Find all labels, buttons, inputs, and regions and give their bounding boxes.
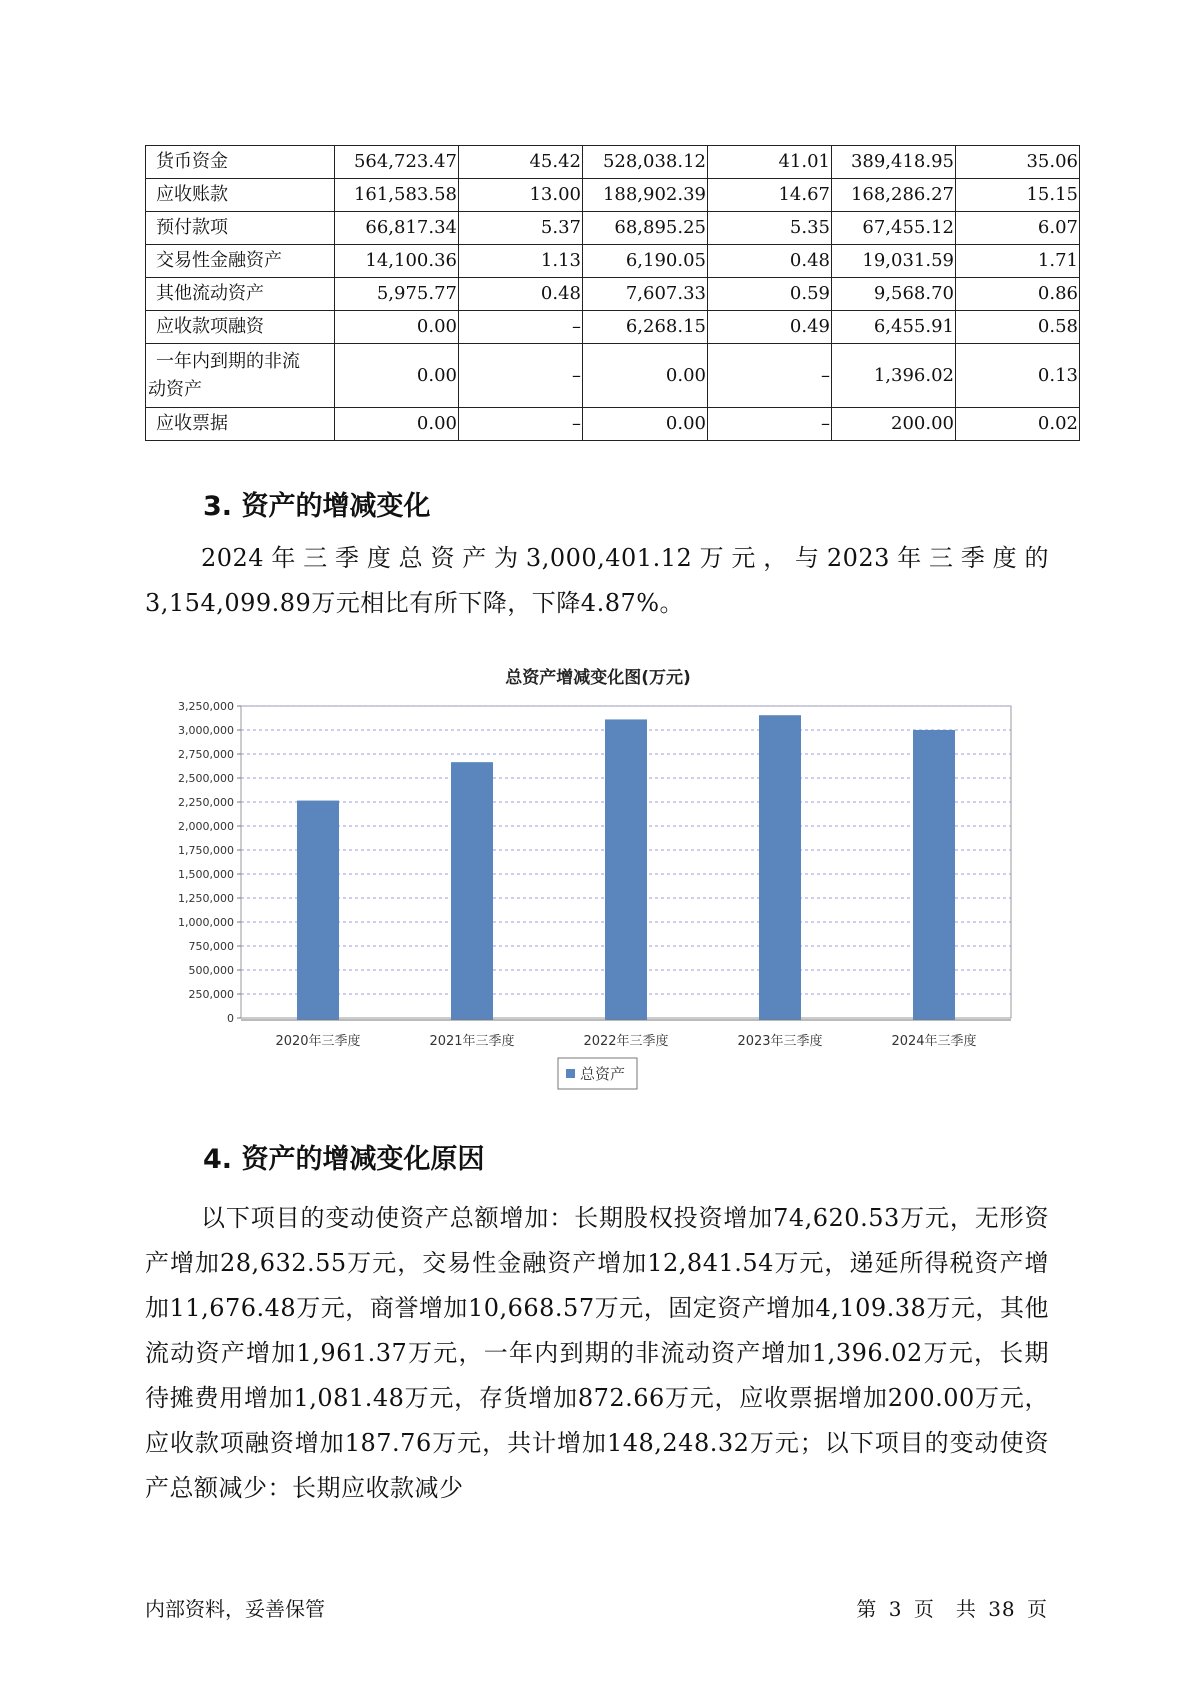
cell-value: 7,607.33 [583,278,708,311]
cell-value: 6,455.91 [832,311,956,344]
cell-value: 389,418.95 [832,146,956,179]
cell-value: 66,817.34 [335,212,459,245]
cell-percent: 0.48 [459,278,583,311]
cell-value: 0.00 [583,408,708,441]
section3-heading: 3. 资产的增减变化 [203,491,431,522]
y-tick-label: 1,250,000 [178,892,234,905]
cell-percent: – [459,311,583,344]
row-label: 应收账款 [146,179,335,212]
cell-percent: 45.42 [459,146,583,179]
y-tick-label: 500,000 [188,964,234,977]
y-tick-label: 2,000,000 [178,820,234,833]
x-category-label: 2021年三季度 [429,1034,515,1049]
cell-percent: 6.07 [956,212,1080,245]
footer-page-number [854,1593,1050,1622]
cell-percent: 5.35 [708,212,832,245]
x-category-label: 2023年三季度 [737,1034,823,1049]
page-suffix: 页 [1027,1597,1048,1621]
page-current: 3 [888,1597,903,1621]
table-row [146,311,1080,344]
cell-percent: 0.86 [956,278,1080,311]
cell-value: 1,396.02 [832,344,956,408]
cell-value: 188,902.39 [583,179,708,212]
total-assets-chart [145,656,1050,1111]
table-row [146,408,1080,441]
cell-value: 0.00 [335,408,459,441]
cell-percent: 5.37 [459,212,583,245]
bar [297,801,339,1020]
x-category-label: 2020年三季度 [275,1034,361,1049]
page-mid: 页 共 [913,1597,977,1621]
cell-percent: 0.58 [956,311,1080,344]
cell-percent: 15.15 [956,179,1080,212]
row-label: 其他流动资产 [146,278,335,311]
cell-value: 161,583.58 [335,179,459,212]
cell-percent: 0.48 [708,245,832,278]
row-label: 应收票据 [146,408,335,441]
cell-value: 564,723.47 [335,146,459,179]
asset-table [145,145,1080,441]
y-tick-label: 3,000,000 [178,724,234,737]
cell-value: 0.00 [335,344,459,408]
page-total: 38 [988,1597,1016,1621]
cell-value: 168,286.27 [832,179,956,212]
footer-confidential-note: 内部资料，妥善保管 [145,1597,325,1621]
bar [913,730,955,1020]
bar [605,719,647,1020]
cell-percent: 0.49 [708,311,832,344]
y-tick-label: 1,500,000 [178,868,234,881]
cell-percent: – [708,408,832,441]
table-row [146,245,1080,278]
legend [558,1058,637,1089]
cell-value: 200.00 [832,408,956,441]
cell-percent: 0.02 [956,408,1080,441]
cell-value: 6,268.15 [583,311,708,344]
cell-percent: 41.01 [708,146,832,179]
table-row [146,344,1080,408]
table-row [146,212,1080,245]
row-label: 预付款项 [146,212,335,245]
cell-percent: 0.59 [708,278,832,311]
cell-value: 68,895.25 [583,212,708,245]
x-category-label: 2022年三季度 [583,1034,669,1049]
y-tick-label: 2,500,000 [178,772,234,785]
cell-value: 5,975.77 [335,278,459,311]
y-tick-label: 1,000,000 [178,916,234,929]
cell-percent: – [708,344,832,408]
cell-value: 67,455.12 [832,212,956,245]
y-tick-label: 0 [227,1012,234,1025]
y-tick-label: 3,250,000 [178,700,234,713]
table-row [146,278,1080,311]
cell-value: 6,190.05 [583,245,708,278]
y-axis-ticks [178,700,241,1025]
cell-value: 528,038.12 [583,146,708,179]
legend-label: 总资产 [580,1065,626,1083]
bar [451,762,493,1020]
cell-value: 14,100.36 [335,245,459,278]
y-tick-label: 250,000 [188,988,234,1001]
cell-percent: 1.71 [956,245,1080,278]
table-row [146,179,1080,212]
cell-percent: – [459,344,583,408]
cell-percent: 0.13 [956,344,1080,408]
y-tick-label: 2,250,000 [178,796,234,809]
row-label [146,344,335,408]
x-axis-categories [275,1033,976,1049]
cell-value: 9,568.70 [832,278,956,311]
section3-paragraph: 2024年三季度总资产为3,000,401.12万元，与2023年三季度的3,154,099.89万元相比有所下降，下降4.87%。 [145,544,1049,617]
page-prefix: 第 [856,1597,878,1621]
row-label: 货币资金 [146,146,335,179]
y-tick-label: 1,750,000 [178,844,234,857]
cell-percent: 13.00 [459,179,583,212]
y-tick-label: 750,000 [188,940,234,953]
chart-title: 总资产增减变化图(万元) [505,668,691,688]
cell-percent: – [459,408,583,441]
section4-paragraph: 以下项目的变动使资产总额增加：长期股权投资增加74,620.53万元，无形资产增加28,632.55万元，交易性金融资产增加12,841.54万元，递延所得税资产增加11,676.48万元，商誉增加10,668.57万元，固定资产增加4,109.38万元，其他流动资产增加1,961.37万元，一年内到期的非流动资产增加1,396.02万元，长期待摊费用增加1,081.48万元，存货增加872.66万元，应收票据增加200.00万元，应收款项融资增加187.76万元，共计增加148,248.32万元；以下项目的变动使资产总额减少：长期应收款减少 [145,1204,1049,1502]
table-row [146,146,1080,179]
cell-value: 19,031.59 [832,245,956,278]
cell-value: 0.00 [583,344,708,408]
y-tick-label: 2,750,000 [178,748,234,761]
row-label: 交易性金融资产 [146,245,335,278]
x-category-label: 2024年三季度 [891,1034,977,1049]
bar [759,715,801,1020]
cell-percent: 14.67 [708,179,832,212]
row-label-line1: 一年内到期的非流 [156,350,300,372]
section4-heading: 4. 资产的增减变化原因 [203,1144,485,1175]
legend-swatch [566,1069,575,1078]
row-label-line2: 动资产 [148,378,202,400]
cell-percent: 35.06 [956,146,1080,179]
cell-value: 0.00 [335,311,459,344]
row-label: 应收款项融资 [146,311,335,344]
cell-percent: 1.13 [459,245,583,278]
